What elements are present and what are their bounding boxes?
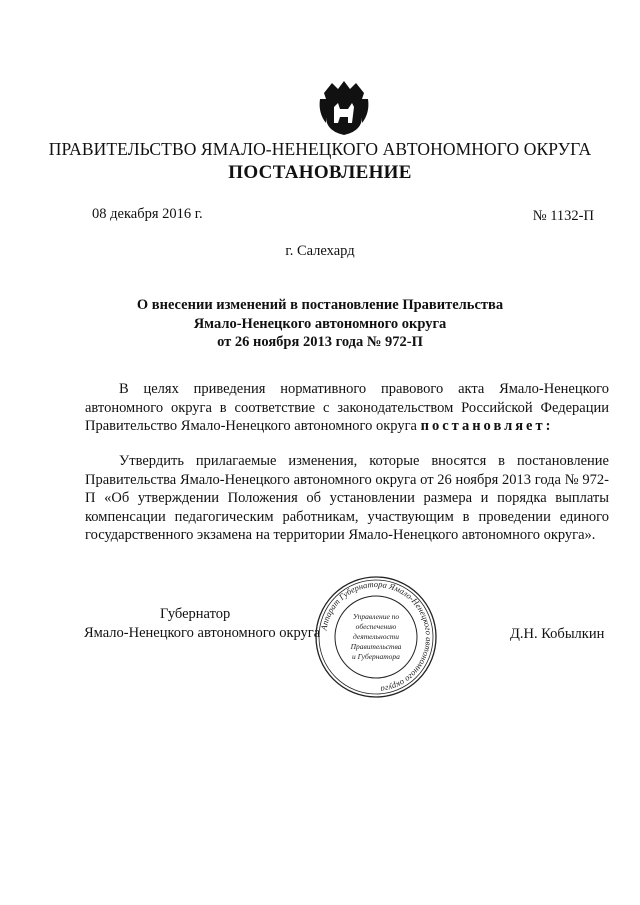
government-name: ПРАВИТЕЛЬСТВО ЯМАЛО-НЕНЕЦКОГО АВТОНОМНОГО ОКРУГА	[48, 139, 592, 159]
title-line: от 26 ноября 2013 года № 972-П	[217, 334, 423, 350]
stamp-inner-line: Правительства	[350, 642, 402, 651]
title-line: О внесении изменений в постановление Правительства	[136, 297, 504, 313]
official-stamp	[314, 575, 438, 699]
stamp-inner-line: Управление по	[352, 612, 400, 621]
signatory-name: Д.Н. Кобылкин	[510, 626, 605, 642]
title-line: Ямало-Ненецкого автономного округа	[193, 315, 447, 332]
document-date: 08 декабря 2016 г.	[92, 206, 203, 222]
signatory-position: Губернатор	[160, 606, 231, 622]
stamp-outer-text: Аппарат Губернатора Ямало-Ненецкого автономного округа	[318, 578, 435, 695]
document-number: № 1132-П	[532, 208, 594, 224]
resolves-word: постановляет:	[420, 418, 554, 434]
signatory-region: Ямало-Ненецкого автономного округа	[84, 625, 321, 641]
document-type: ПОСТАНОВЛЕНИЕ	[228, 162, 412, 183]
paragraph-resolution	[85, 452, 609, 545]
resolution-text: Утвердить прилагаемые изменения, которые вносятся в постановление Правительства Ямало-Ненецкого автономного округа от 26 ноября 2013 года № 972-П «Об утверждении Положения об установлении размера и порядка выплаты компенсации педагогическим работникам, участвующим в проведении единого государственного экзамена на территории Ямало-Ненецкого автономного округа».	[85, 453, 609, 543]
paragraph-preamble	[85, 380, 609, 436]
document-city: г. Салехард	[285, 243, 355, 259]
coat-of-arms-icon	[318, 79, 370, 137]
document-title	[0, 296, 640, 352]
preamble-text: В целях приведения нормативного правового акта Ямало-Ненецкого автономного округа в соответствие с законодательством Российской Федерации Правительство Ямало-Ненецкого автономного округа	[85, 381, 609, 434]
stamp-inner-line: и Губернатора	[352, 652, 400, 661]
stamp-inner-line: деятельности	[353, 632, 399, 641]
stamp-inner-line: обеспечению	[355, 622, 397, 631]
